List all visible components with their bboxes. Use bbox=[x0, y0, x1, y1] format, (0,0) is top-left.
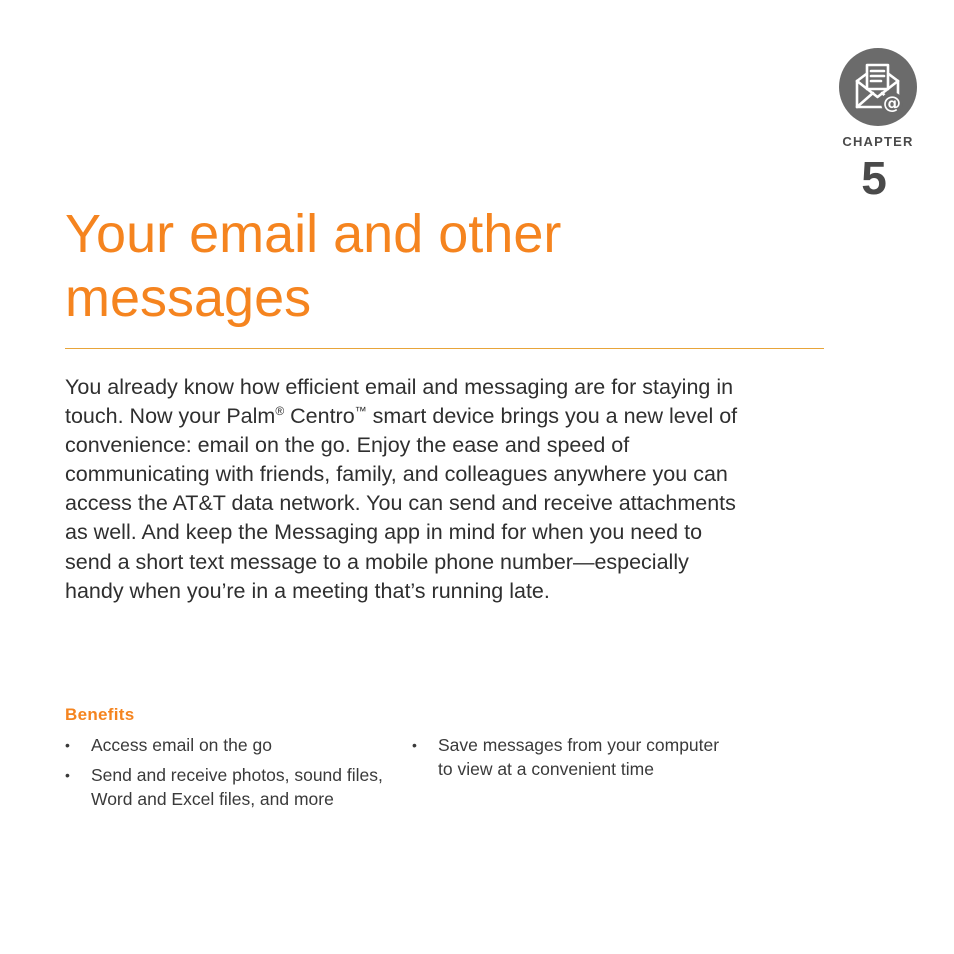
benefits-list-left bbox=[65, 733, 385, 817]
benefit-text: Access email on the go bbox=[91, 735, 272, 755]
registered-mark: ® bbox=[275, 403, 285, 418]
title-divider bbox=[65, 348, 824, 349]
page-title-line-2: messages bbox=[65, 268, 312, 328]
intro-text-3: smart device brings you a new level of convenience: email on the go. Enjoy the ease and speed of communicating with friends, family, and colleagues anywhere you can access the AT&T data network. You can send and receive attachments as well. And keep the Messaging app in mind for when you need to send a short text message to a mobile phone number—especially handy when you’re in a meeting that’s running late. bbox=[65, 404, 738, 603]
intro-paragraph bbox=[65, 373, 745, 606]
chapter-label: CHAPTER bbox=[842, 134, 914, 149]
benefit-text: Send and receive photos, sound files, Word and Excel files, and more bbox=[91, 765, 383, 809]
page-title bbox=[65, 202, 745, 330]
benefit-item bbox=[65, 733, 385, 757]
page-title-line-1: Your email and other bbox=[65, 204, 562, 264]
benefit-item bbox=[412, 733, 732, 781]
bullet-icon: • bbox=[65, 767, 70, 783]
benefits-heading: Benefits bbox=[65, 705, 135, 724]
benefit-text: Save messages from your computer to view at a convenient time bbox=[438, 735, 720, 779]
chapter-badge bbox=[839, 48, 917, 126]
intro-text-1: You already know how efficient email and messaging are for staying in touch. Now your Palm bbox=[65, 375, 734, 429]
bullet-icon: • bbox=[65, 737, 70, 753]
email-at-icon bbox=[848, 57, 908, 117]
chapter-number: 5 bbox=[861, 152, 887, 204]
benefits-list-right bbox=[412, 733, 732, 787]
benefit-item bbox=[65, 763, 385, 811]
trademark-mark: ™ bbox=[354, 403, 367, 418]
intro-text-2: Centro bbox=[284, 404, 355, 429]
bullet-icon: • bbox=[412, 737, 417, 753]
svg-text:@: @ bbox=[883, 93, 901, 114]
